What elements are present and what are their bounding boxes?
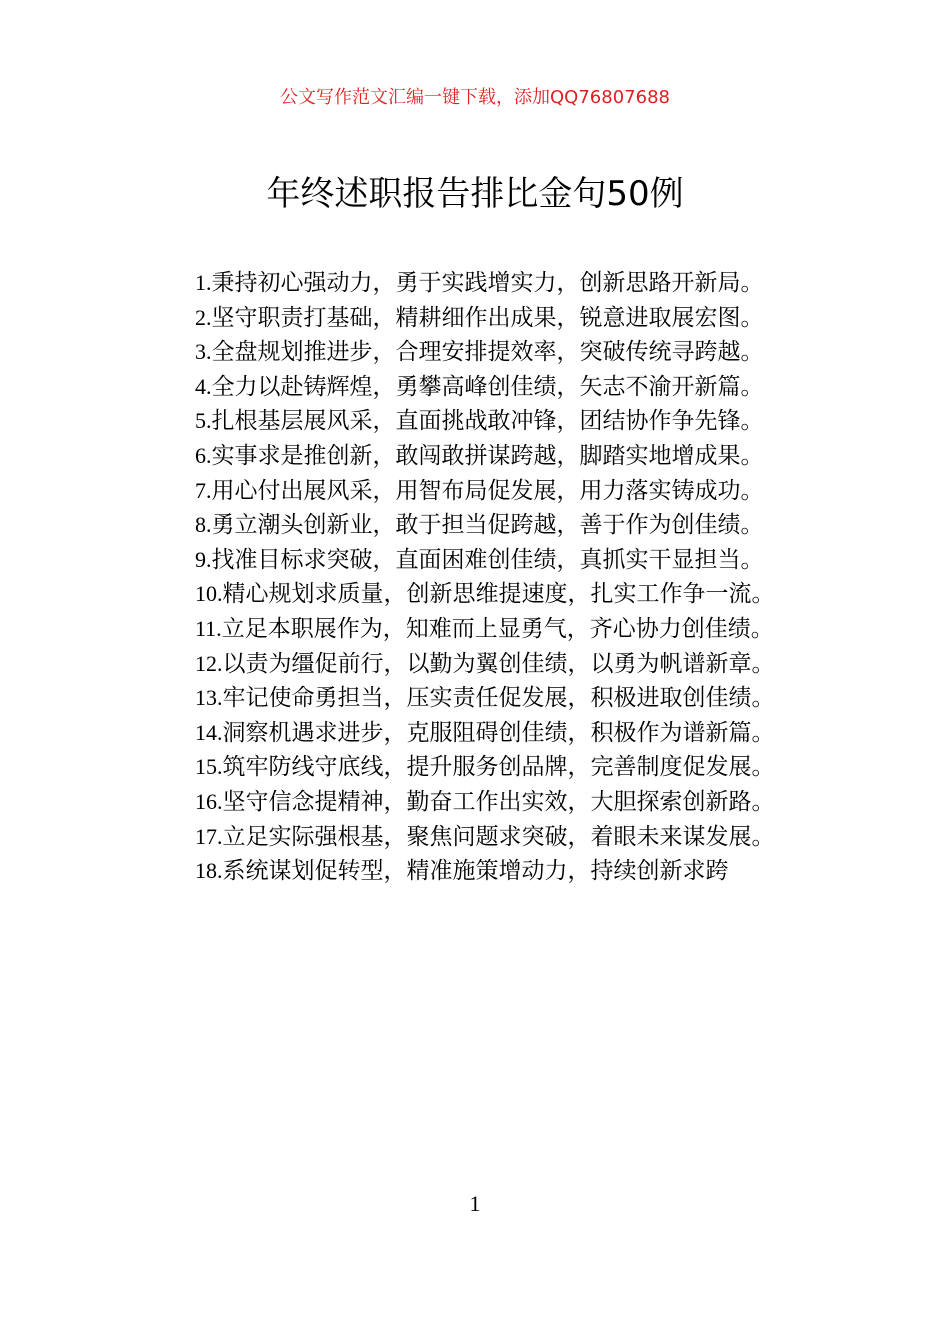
item-number: 15. bbox=[195, 754, 223, 780]
item-text: 坚守职责打基础，精耕细作出成果，锐意进取展宏图。 bbox=[211, 304, 764, 331]
list-item bbox=[144, 508, 808, 543]
item-number: 7. bbox=[195, 477, 212, 503]
item-text: 筑牢防线守底线，提升服务创品牌，完善制度促发展。 bbox=[222, 754, 775, 781]
list-item bbox=[144, 750, 808, 785]
download-notice: 公文写作范文汇编一键下载，添加QQ76807688 bbox=[280, 87, 670, 108]
item-number: 5. bbox=[195, 408, 212, 434]
list-item bbox=[144, 785, 808, 820]
list-item bbox=[144, 716, 808, 751]
list-item bbox=[144, 335, 808, 370]
list-item bbox=[144, 681, 808, 716]
page-number: 1 bbox=[469, 1191, 481, 1216]
item-number: 16. bbox=[195, 788, 223, 814]
item-text: 用心付出展风采，用智布局促发展，用力落实铸成功。 bbox=[211, 477, 764, 504]
item-number: 9. bbox=[195, 546, 212, 572]
item-text: 勇立潮头创新业，敢于担当促跨越，善于作为创佳绩。 bbox=[211, 512, 764, 539]
item-text: 找准目标求突破，直面困难创佳绩，真抓实干显担当。 bbox=[211, 546, 764, 573]
list-item bbox=[144, 854, 808, 889]
item-number: 11. bbox=[195, 615, 222, 641]
item-text: 扎根基层展风采，直面挑战敢冲锋，团结协作争先锋。 bbox=[211, 408, 764, 435]
list-item bbox=[144, 266, 808, 301]
item-text: 坚守信念提精神，勤奋工作出实效，大胆探索创新路。 bbox=[222, 788, 775, 815]
item-number: 1. bbox=[195, 270, 212, 295]
item-number: 12. bbox=[195, 650, 223, 676]
item-number: 6. bbox=[195, 442, 212, 468]
item-text: 全盘规划推进步，合理安排提效率，突破传统寻跨越。 bbox=[211, 339, 764, 366]
item-number: 18. bbox=[195, 858, 223, 884]
item-text: 立足实际强根基，聚焦问题求突破，着眼未来谋发展。 bbox=[222, 823, 775, 850]
item-text: 精心规划求质量，创新思维提速度，扎实工作争一流。 bbox=[222, 581, 775, 608]
item-text: 系统谋划促转型，精准施策增动力，持续创新求跨 bbox=[222, 858, 729, 885]
item-text: 立足本职展作为，知难而上显勇气，齐心协力创佳绩。 bbox=[221, 615, 774, 642]
item-number: 10. bbox=[195, 581, 223, 607]
item-text: 洞察机遇求进步，克服阻碍创佳绩，积极作为谱新篇。 bbox=[222, 719, 775, 746]
list-item bbox=[144, 543, 808, 578]
list-item bbox=[144, 370, 808, 405]
list-item bbox=[144, 404, 808, 439]
item-text: 秉持初心强动力，勇于实践增实力，创新思路开新局。 bbox=[211, 270, 764, 296]
list-item bbox=[144, 647, 808, 682]
list-item bbox=[144, 820, 808, 855]
item-text: 全力以赴铸辉煌，勇攀高峰创佳绩，矢志不渝开新篇。 bbox=[211, 373, 764, 400]
document-body bbox=[144, 266, 808, 889]
item-number: 14. bbox=[195, 719, 223, 745]
item-number: 4. bbox=[195, 373, 212, 399]
list-item bbox=[144, 474, 808, 509]
item-number: 3. bbox=[195, 339, 212, 365]
document-title: 年终述职报告排比金句50例 bbox=[266, 174, 684, 214]
item-text: 实事求是推创新，敢闯敢拼谋跨越，脚踏实地增成果。 bbox=[211, 442, 764, 469]
item-number: 2. bbox=[195, 304, 212, 330]
list-item bbox=[144, 612, 808, 647]
item-number: 13. bbox=[195, 685, 223, 711]
item-number: 8. bbox=[195, 512, 212, 538]
item-number: 17. bbox=[195, 823, 223, 849]
list-item bbox=[144, 439, 808, 474]
list-item bbox=[144, 577, 808, 612]
item-text: 以责为缰促前行，以勤为翼创佳绩，以勇为帆谱新章。 bbox=[222, 650, 775, 677]
list-item bbox=[144, 301, 808, 336]
item-text: 牢记使命勇担当，压实责任促发展，积极进取创佳绩。 bbox=[222, 685, 775, 712]
